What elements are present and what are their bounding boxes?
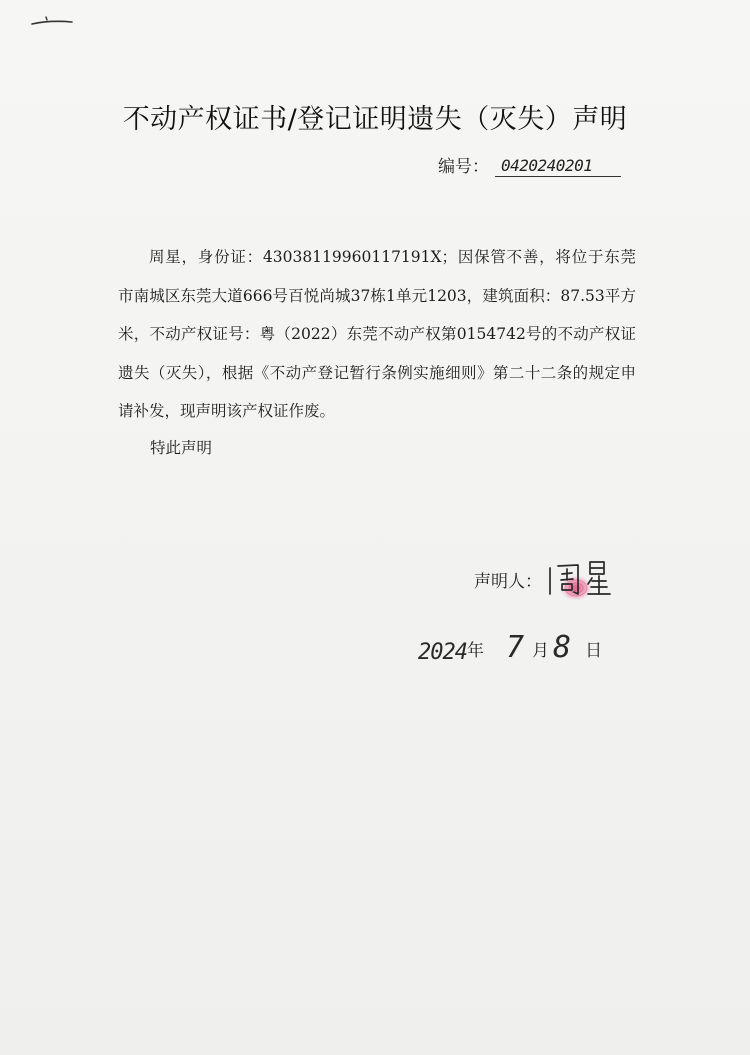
pen-mark — [30, 14, 74, 28]
date-day-unit: 日 — [585, 641, 603, 661]
closing-statement: 特此声明 — [150, 439, 213, 457]
date-month-value: 7 — [505, 630, 525, 665]
date-year-unit: 年 — [466, 641, 484, 661]
document-title: 不动产权证书/登记证明遗失（灭失）声明 — [122, 104, 628, 135]
date-day-value: 8 — [553, 630, 572, 665]
handwritten-signature — [544, 554, 624, 604]
date-year-value: 2024 — [418, 640, 467, 665]
signature-with-fingerprint-icon — [544, 554, 624, 604]
document-number-label: 编号： — [438, 157, 489, 177]
declarant-row — [474, 554, 624, 604]
document-number-row — [438, 152, 621, 177]
declaration-paragraph: 周星，身份证：43038119960117191X；因保管不善，将位于东莞市南城区东莞大道666号百悦尚城37栋1单元1203，建筑面积：87.53平方米，不动产权证号：粤（2022）东莞不动产权第0154742号的不动产权证遗失（灭失），根据《不动产登记暂行条例实施细则》第二十二条的规定申请补发，现声明该产权证作废。 — [118, 248, 636, 420]
declaration-body — [118, 238, 636, 431]
document-number-value: 0420240201 — [495, 156, 621, 177]
declarant-label: 声明人： — [474, 571, 542, 592]
date-month-unit: 月 — [532, 641, 550, 661]
signing-date — [418, 630, 602, 665]
